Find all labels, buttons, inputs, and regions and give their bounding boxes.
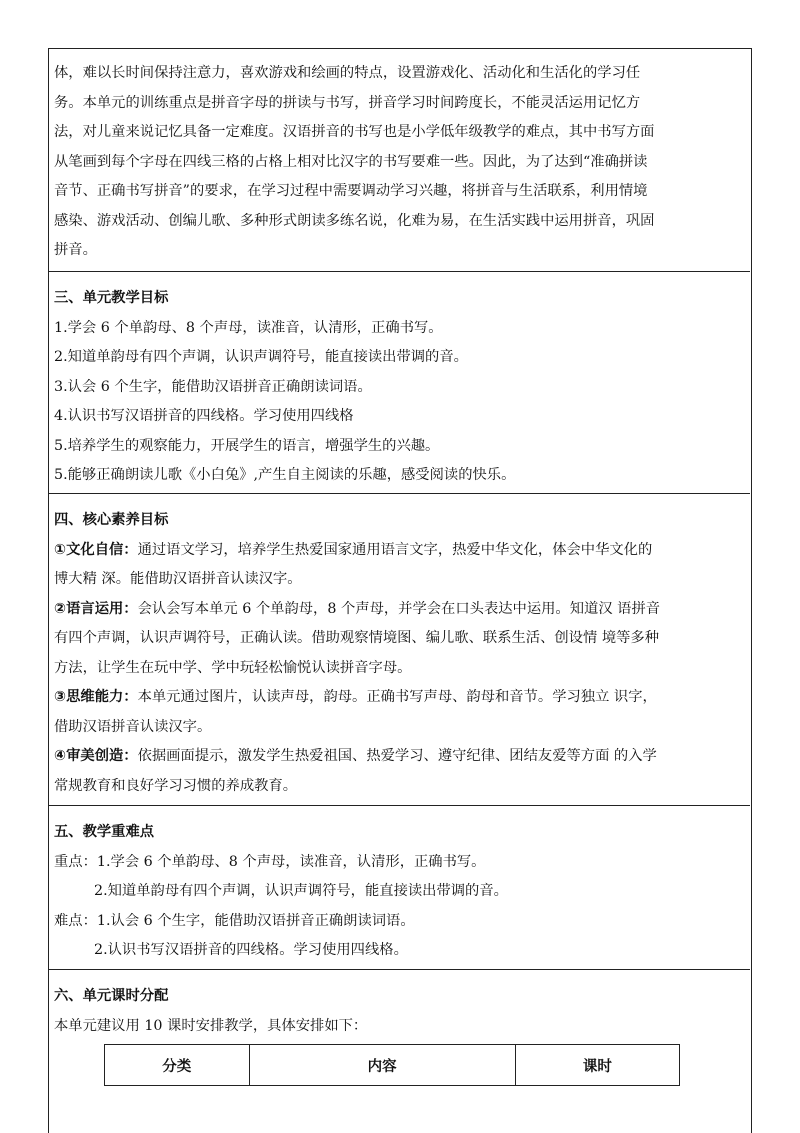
key-difficult-points-section bbox=[48, 806, 750, 970]
core-item-culture: ①文化自信：通过语文学习，培养学生热爱国家通用语言文字，热爱中华文化，体会中华文化的 bbox=[54, 541, 653, 558]
intro-line: 从笔画到每个字母在四线三格的占格上相对比汉字的书写要难一些。因此，为了达到“准确拼读 bbox=[54, 153, 648, 170]
intro-line: 拼音。 bbox=[54, 242, 97, 258]
difficult-point-label: 难点： bbox=[54, 912, 97, 929]
intro-line: 体，难以长时间保持注意力，喜欢游戏和绘画的特点，设置游戏化、活动化和生活化的学习任 bbox=[54, 65, 641, 81]
intro-line: 法，对儿童来说记忆具备一定难度。汉语拼音的书写也是小学低年级教学的难点，其中书写方面 bbox=[54, 124, 655, 140]
goal-item: 5.能够正确朗读儿歌《小白兔》,产生自主阅读的乐趣，感受阅读的快乐。 bbox=[54, 467, 516, 483]
core-item-line: 借助汉语拼音认读汉字。 bbox=[54, 718, 212, 735]
column-header-content: 内容 bbox=[249, 1045, 515, 1086]
goal-item: 3.认会 6 个生字，能借助汉语拼音正确朗读词语。 bbox=[54, 378, 372, 395]
document-page bbox=[48, 48, 752, 1132]
section-heading: 六、单元课时分配 bbox=[54, 988, 169, 1004]
difficult-point-item: 2.认识书写汉语拼音的四线格。学习使用四线格。 bbox=[94, 942, 408, 958]
column-header-category: 分类 bbox=[105, 1045, 250, 1086]
intro-line: 感染、游戏活动、创编儿歌、多种形式朗读多练名说，化难为易，在生活实践中运用拼音，巩固 bbox=[54, 212, 655, 229]
table-header-row bbox=[105, 1045, 680, 1086]
key-point-label: 重点： bbox=[54, 853, 97, 870]
column-header-periods: 课时 bbox=[515, 1045, 679, 1086]
section-heading: 三、单元教学目标 bbox=[54, 290, 169, 306]
core-item-line: 常规教育和良好学习习惯的养成教育。 bbox=[54, 777, 298, 794]
intro-line: 务。本单元的训练重点是拼音字母的拼读与书写，拼音学习时间跨度长，不能灵活运用记忆方 bbox=[54, 94, 641, 111]
teaching-goals-section bbox=[48, 272, 750, 494]
core-item-thinking: ③思维能力：本单元通过图片，认读声母，韵母。正确书写声母、韵母和音节。学习独立 识字， bbox=[54, 689, 657, 705]
analysis-section bbox=[48, 48, 750, 272]
intro-line: 音节、正确书写拼音”的要求，在学习过程中需要调动学习兴趣，将拼音与生活联系，利用情境 bbox=[54, 183, 648, 199]
core-item-line: 博大精 深。能借助汉语拼音认读汉字。 bbox=[54, 571, 302, 587]
key-point-item: 重点：1.学会 6 个单韵母、8 个声母，读准音，认清形，正确书写。 bbox=[54, 853, 486, 870]
goal-item: 4.认识书写汉语拼音的四线格。学习使用四线格 bbox=[54, 408, 354, 424]
difficult-point-item: 难点：1.认会 6 个生字，能借助汉语拼音正确朗读词语。 bbox=[54, 912, 415, 929]
core-item-line: 方法，让学生在玩中学、学中玩轻松愉悦认读拼音字母。 bbox=[54, 659, 412, 676]
section-heading: 四、核心素养目标 bbox=[54, 512, 169, 528]
lesson-allocation-table bbox=[104, 1044, 680, 1086]
section-heading: 五、教学重难点 bbox=[54, 824, 155, 840]
core-item-line: 有四个声调，认识声调符号，正确认读。借助观察情境图、编儿歌、联系生活、创设情 境等多种 bbox=[54, 630, 660, 646]
key-point-item: 2.知道单韵母有四个声调，认识声调符号，能直接读出带调的音。 bbox=[94, 883, 508, 899]
core-item-label: ④审美创造： bbox=[54, 748, 138, 764]
core-item-label: ①文化自信： bbox=[54, 541, 138, 558]
core-item-language: ②语言运用：会认会写本单元 6 个单韵母，8 个声母，并学会在口头表达中运用。知道汉 语拼音 bbox=[54, 600, 661, 617]
core-item-label: ③思维能力： bbox=[54, 689, 138, 705]
core-item-aesthetic: ④审美创造：依据画面提示，激发学生热爱祖国、热爱学习、遵守纪律、团结友爱等方面 的入学 bbox=[54, 748, 657, 764]
allocation-intro: 本单元建议用 10 课时安排教学，具体安排如下： bbox=[54, 1017, 368, 1034]
goal-item: 2.知道单韵母有四个声调，认识声调符号，能直接读出带调的音。 bbox=[54, 349, 468, 365]
core-literacy-section bbox=[48, 494, 750, 806]
core-item-label: ②语言运用： bbox=[54, 600, 138, 617]
goal-item: 5.培养学生的观察能力，开展学生的语言，增强学生的兴趣。 bbox=[54, 437, 440, 454]
goal-item: 1.学会 6 个单韵母、8 个声母，读准音，认清形，正确书写。 bbox=[54, 319, 443, 336]
